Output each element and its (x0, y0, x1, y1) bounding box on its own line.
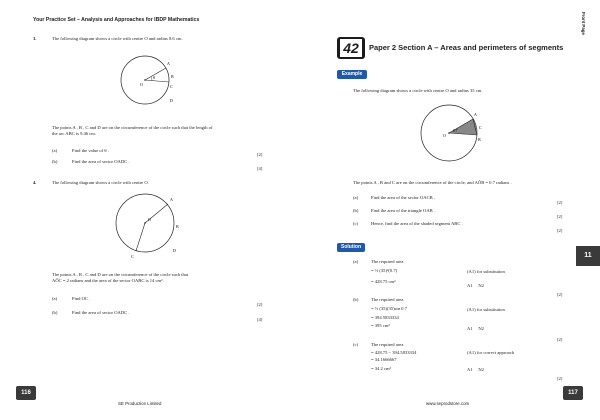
q3-number: 3. (33, 36, 37, 41)
solution-a-line3: = 428.75 cm² (371, 279, 396, 284)
q4-stem-line1: The points A , B , C and D are on the circumference of the circle such that (52, 272, 189, 277)
q3-part-a-marks: [2] (257, 152, 263, 157)
solution-b-line3: = 394.5833334 (371, 315, 399, 320)
solution-b-line1: The required area (371, 297, 404, 302)
solution-c-line1: The required area (371, 342, 404, 347)
solution-c-line4: = 34.2 cm² (371, 366, 391, 371)
solution-c-mark1: (A1) for correct approach (467, 350, 515, 355)
example-label-C: C (479, 125, 482, 130)
left-page-footer: SE Production Limited (118, 401, 162, 406)
q4-intro: The following diagram shows a circle with centre O. (52, 180, 149, 185)
q3-circle-diagram (100, 52, 200, 112)
example-part-c-marks: [2] (557, 228, 563, 233)
solution-b-line2: = ½ (35)(35)sin 0.7 (371, 306, 407, 311)
side-tab-top: Front Page (581, 12, 586, 35)
q3-label-D: D (170, 98, 173, 103)
example-part-a-text: Find the area of the sector OACB . (371, 195, 436, 200)
q4-stem-line2: AÔC = 2 radians and the area of the sector OABC is 14 cm². (52, 278, 164, 283)
solution-b-mark1: (A1) for substitution (467, 307, 505, 312)
q3-part-a-text: Find the value of θ . (72, 148, 109, 153)
right-page-title: Paper 2 Section A – Areas and perimeters of segments (369, 43, 564, 52)
q4-part-b-text: Find the area of sector OADC . (72, 310, 130, 315)
solution-a-line2: = ½ (35)²(0.7) (371, 268, 398, 273)
example-angle-label: 0.7 (453, 129, 458, 133)
left-page-number: 116 (16, 386, 36, 400)
q3-label-A: A (167, 61, 170, 66)
solution-label: Solution (337, 243, 365, 252)
solution-a-label: (a) (353, 259, 359, 264)
example-part-a-label: (a) (353, 195, 359, 200)
q4-part-a-marks: [2] (257, 302, 263, 307)
example-label-O: O (443, 133, 446, 138)
q4-label-O: O (148, 217, 151, 222)
side-tab-chapter: 11 (576, 246, 600, 266)
q4-label-A: A (170, 197, 173, 202)
solution-a-line1: The required area (371, 259, 404, 264)
q3-part-b-marks: [4] (257, 166, 263, 171)
solution-c-label: (c) (353, 342, 359, 347)
solution-c-mark3: A1 N2 (467, 367, 484, 372)
q3-part-b-label: (b) (52, 159, 58, 164)
solution-b-total: [2] (557, 337, 563, 342)
example-part-a-marks: [2] (557, 200, 563, 205)
q3-stem-line1: The points A , B , C and D are on the circumference of the circle such that the length of (52, 125, 213, 130)
solution-c-line3: = 34.1666667 (371, 357, 397, 362)
example-part-b-text: Find the area of the triangle OAB . (371, 208, 436, 213)
q3-stem-line2: the arc ABC is 9.46 cm. (52, 131, 97, 136)
solution-b-label: (b) (353, 297, 359, 302)
example-label-A: A (474, 112, 477, 117)
example-intro: The following diagram shows a circle with centre O and radius 35 cm. (353, 88, 483, 93)
example-stem: The points A , B and C are on the circumference of the circle, and AÔB = 0.7 radians . (353, 180, 512, 185)
solution-b-line4: = 395 cm² (371, 323, 390, 328)
q4-part-a-text: Find OC . (72, 296, 91, 301)
q3-theta-label: θ (153, 75, 155, 80)
example-label-B: B (478, 137, 481, 142)
example-part-c-label: (c) (353, 221, 359, 226)
q4-part-a-label: (a) (52, 296, 58, 301)
q4-label-B: B (176, 224, 179, 229)
q3-label-B: B (171, 74, 174, 79)
q3-label-C: C (170, 84, 173, 89)
example-part-c-text: Hence, find the area of the shaded segment ABC . (371, 221, 463, 226)
solution-a-mark1: (A1) for substitution (467, 269, 505, 274)
q4-part-b-marks: [4] (257, 317, 263, 322)
solution-c-line2: = 428.75 − 394.5833334 (371, 350, 417, 355)
q4-number: 4. (33, 180, 37, 185)
solution-a-total: [2] (557, 292, 563, 297)
q3-part-b-text: Find the area of sector OADC . (72, 159, 130, 164)
solution-b-mark3: A1 N2 (467, 326, 484, 331)
example-part-b-label: (b) (353, 208, 359, 213)
solution-a-mark2: A1 N2 (467, 283, 484, 288)
q3-label-O: O (140, 82, 143, 87)
q3-part-a-label: (a) (52, 148, 58, 153)
chapter-number-badge (337, 37, 365, 59)
example-label: Example (337, 70, 367, 79)
q4-label-D: D (173, 248, 176, 253)
left-page-header: Your Practice Set – Analysis and Approaches for IBDP Mathematics (33, 17, 200, 23)
right-page-footer: www.seprodstore.com (426, 401, 470, 406)
q4-label-C: C (131, 254, 134, 259)
q4-circle-diagram (100, 190, 200, 260)
example-part-b-marks: [2] (557, 214, 563, 219)
q3-intro: The following diagram shows a circle with centre O and radius 8.6 cm. (52, 36, 183, 41)
example-circle-diagram (400, 102, 500, 168)
chapter-number: 42 (340, 39, 362, 57)
right-page-number: 117 (563, 386, 583, 400)
solution-c-total: [2] (557, 376, 563, 381)
q4-part-b-label: (b) (52, 310, 58, 315)
